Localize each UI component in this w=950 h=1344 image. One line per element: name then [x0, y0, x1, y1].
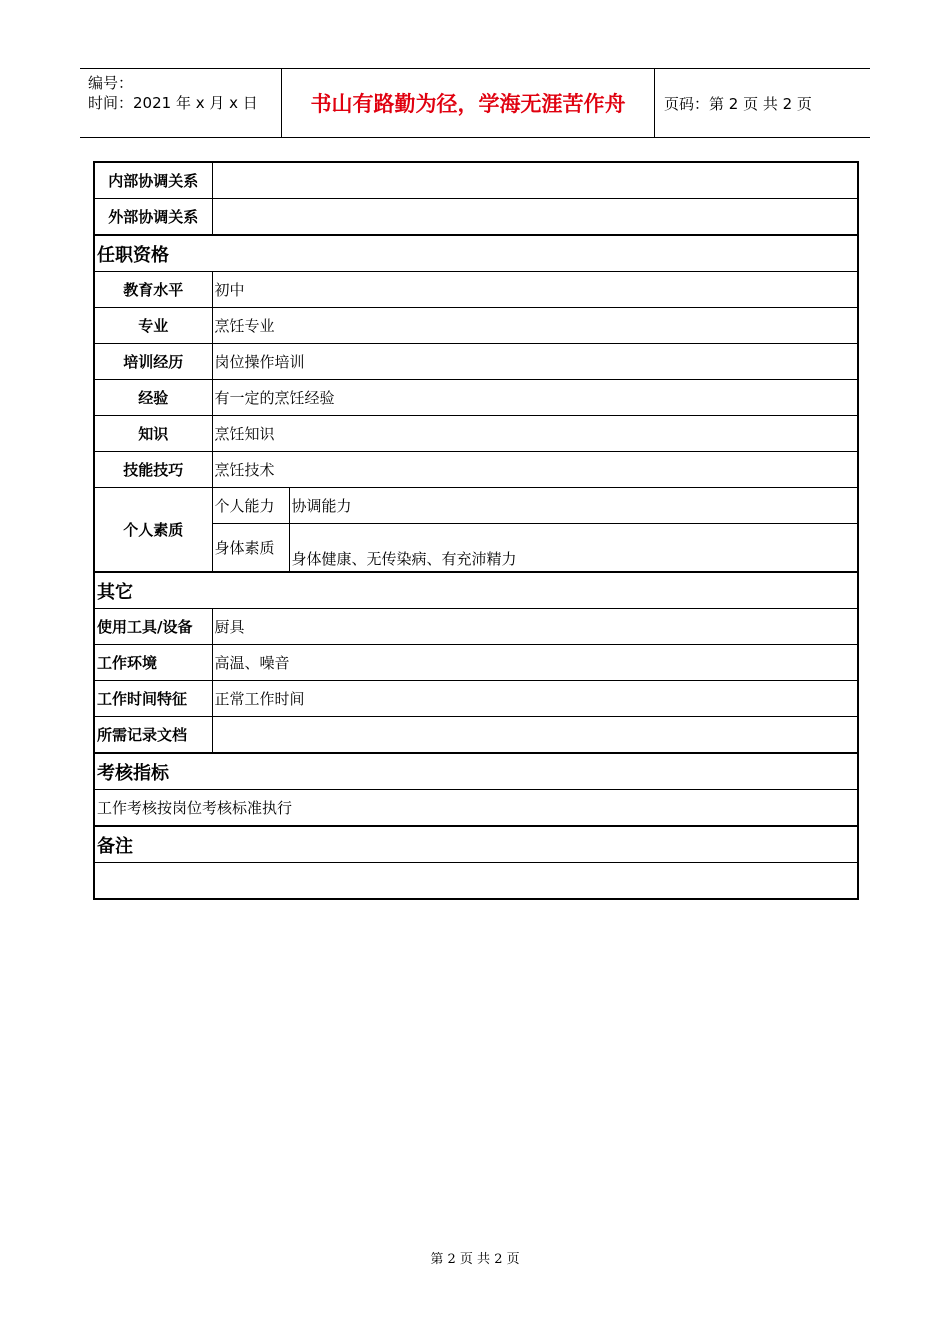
- header-motto: 书山有路勤为径，学海无涯苦作舟: [281, 69, 655, 137]
- physical-value: 身体健康、无传染病、有充沛精力: [289, 524, 858, 573]
- education-label: 教育水平: [94, 272, 212, 308]
- section-heading-row: [94, 572, 858, 609]
- table-row: [94, 609, 858, 645]
- remarks-text: [94, 863, 858, 900]
- records-label: 所需记录文档: [94, 717, 212, 754]
- external-coordination-label: 外部协调关系: [94, 199, 212, 236]
- skills-label: 技能技巧: [94, 452, 212, 488]
- remarks-title: 备注: [94, 826, 858, 863]
- qualifications-title: 任职资格: [94, 235, 858, 272]
- ability-value: 协调能力: [289, 488, 858, 524]
- education-value: 初中: [212, 272, 858, 308]
- training-label: 培训经历: [94, 344, 212, 380]
- table-row: [94, 416, 858, 452]
- section-heading-row: [94, 753, 858, 790]
- experience-value: 有一定的烹饪经验: [212, 380, 858, 416]
- major-value: 烹饪专业: [212, 308, 858, 344]
- other-title: 其它: [94, 572, 858, 609]
- table-row: [94, 380, 858, 416]
- table-row: [94, 863, 858, 900]
- table-row: [94, 162, 858, 199]
- page-header: [80, 68, 870, 138]
- environment-value: 高温、噪音: [212, 645, 858, 681]
- physical-label: 身体素质: [212, 524, 289, 573]
- knowledge-value: 烹饪知识: [212, 416, 858, 452]
- major-label: 专业: [94, 308, 212, 344]
- records-value: [212, 717, 858, 754]
- table-row: [94, 308, 858, 344]
- document-number: 编号：: [88, 74, 134, 92]
- assessment-text: 工作考核按岗位考核标准执行: [94, 790, 858, 827]
- work-hours-label: 工作时间特征: [94, 681, 212, 717]
- table-row: [94, 272, 858, 308]
- header-meta: [88, 73, 280, 113]
- personal-quality-label: 个人素质: [94, 488, 212, 573]
- job-description-table: [93, 161, 859, 900]
- assessment-title: 考核指标: [94, 753, 858, 790]
- skills-value: 烹饪技术: [212, 452, 858, 488]
- table-row: [94, 790, 858, 827]
- document-date: 时间：2021 年 x 月 x 日: [88, 94, 258, 112]
- experience-label: 经验: [94, 380, 212, 416]
- external-coordination-value: [212, 199, 858, 236]
- ability-label: 个人能力: [212, 488, 289, 524]
- table-row: [94, 681, 858, 717]
- section-heading-row: [94, 826, 858, 863]
- tools-value: 厨具: [212, 609, 858, 645]
- environment-label: 工作环境: [94, 645, 212, 681]
- table-row: [94, 452, 858, 488]
- tools-label: 使用工具/设备: [94, 609, 212, 645]
- internal-coordination-value: [212, 162, 858, 199]
- table-row: [94, 199, 858, 236]
- table-row: [94, 488, 858, 524]
- internal-coordination-label: 内部协调关系: [94, 162, 212, 199]
- table-row: [94, 645, 858, 681]
- table-row: [94, 344, 858, 380]
- page-footer: 第 2 页 共 2 页: [430, 1252, 520, 1267]
- header-page-info: 页码：第 2 页 共 2 页: [664, 94, 812, 113]
- section-heading-row: [94, 235, 858, 272]
- training-value: 岗位操作培训: [212, 344, 858, 380]
- knowledge-label: 知识: [94, 416, 212, 452]
- work-hours-value: 正常工作时间: [212, 681, 858, 717]
- table-row: [94, 717, 858, 754]
